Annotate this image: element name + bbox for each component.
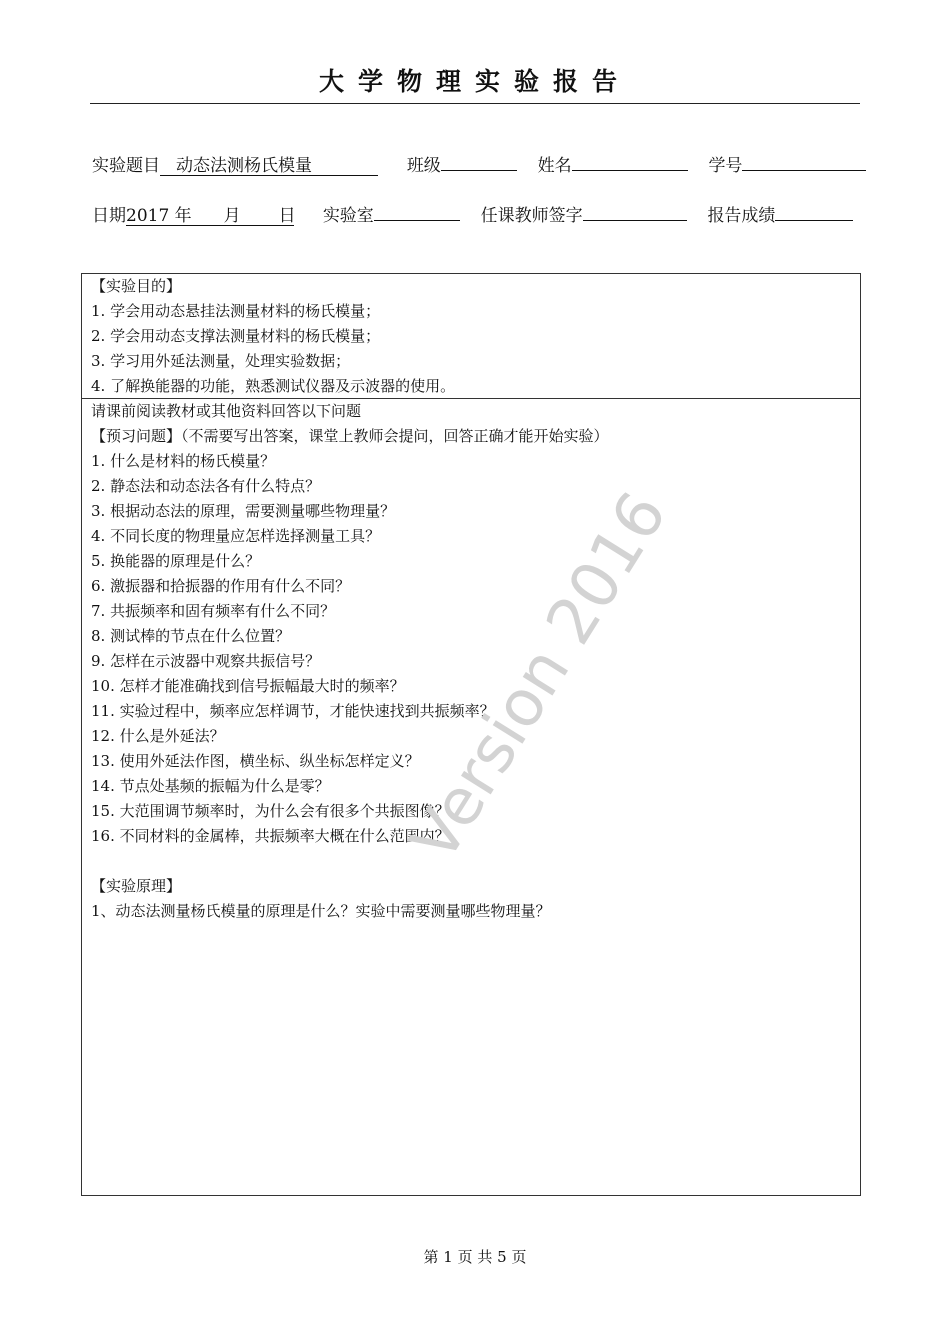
title-divider bbox=[90, 103, 860, 104]
preview-question: 16. 不同材料的金属棒，共振频率大概在什么范围内？ bbox=[91, 827, 450, 845]
objective-item: 3. 学习用外延法测量，处理实验数据； bbox=[91, 352, 351, 370]
preview-question: 5. 换能器的原理是什么？ bbox=[91, 552, 261, 570]
page-footer: 第 1 页 共 5 页 bbox=[423, 1248, 527, 1266]
preview-question: 6. 激振器和拾振器的作用有什么不同？ bbox=[91, 577, 351, 595]
date-month: 月 bbox=[223, 206, 241, 226]
class-label: 班级 bbox=[406, 156, 441, 176]
date-day: 日 bbox=[278, 206, 296, 226]
preview-question: 2. 静态法和动态法各有什么特点？ bbox=[91, 477, 321, 495]
lab-field[interactable] bbox=[374, 199, 460, 221]
preview-question: 9. 怎样在示波器中观察共振信号？ bbox=[91, 652, 321, 670]
objectives-section bbox=[82, 274, 860, 399]
header-info-row-2 bbox=[92, 199, 853, 228]
student-id-field[interactable] bbox=[742, 149, 866, 171]
preview-question: 14. 节点处基频的振幅为什么是零？ bbox=[91, 777, 330, 795]
name-field[interactable] bbox=[572, 149, 688, 171]
lab-label: 实验室 bbox=[322, 206, 374, 226]
preview-question: 3. 根据动态法的原理，需要测量哪些物理量？ bbox=[91, 502, 396, 520]
date-field[interactable] bbox=[126, 204, 294, 226]
objectives-heading: 【实验目的】 bbox=[91, 277, 182, 295]
preview-question: 4. 不同长度的物理量应怎样选择测量工具？ bbox=[91, 527, 381, 545]
date-year: 2017 年 bbox=[126, 206, 192, 226]
preview-question: 11. 实验过程中，频率应怎样调节，才能快速找到共振频率？ bbox=[91, 702, 495, 720]
preview-question: 7. 共振频率和固有频率有什么不同？ bbox=[91, 602, 336, 620]
name-label: 姓名 bbox=[537, 156, 572, 176]
preview-heading: 【预习问题】（不需要写出答案，课堂上教师会提问，回答正确才能开始实验） bbox=[91, 427, 609, 445]
preview-intro: 请课前阅读教材或其他资料回答以下问题 bbox=[91, 402, 362, 420]
topic-field[interactable] bbox=[160, 154, 378, 176]
preview-question: 8. 测试棒的节点在什么位置？ bbox=[91, 627, 291, 645]
version-watermark: Version 2016 bbox=[397, 479, 682, 875]
page-title: 大学物理实验报告 bbox=[318, 67, 631, 96]
grade-field[interactable] bbox=[775, 199, 853, 221]
principle-question: 1、动态法测量杨氏模量的原理是什么？实验中需要测量哪些物理量？ bbox=[91, 902, 551, 920]
student-id-label: 学号 bbox=[708, 156, 743, 176]
preview-question: 13. 使用外延法作图，横坐标、纵坐标怎样定义？ bbox=[91, 752, 420, 770]
objective-item: 4. 了解换能器的功能，熟悉测试仪器及示波器的使用。 bbox=[91, 377, 456, 395]
topic-label: 实验题目 bbox=[92, 156, 160, 176]
preview-question: 12. 什么是外延法？ bbox=[91, 727, 225, 745]
class-field[interactable] bbox=[441, 149, 517, 171]
principle-heading: 【实验原理】 bbox=[91, 877, 182, 895]
preview-question: 10. 怎样才能准确找到信号振幅最大时的频率？ bbox=[91, 677, 405, 695]
grade-label: 报告成绩 bbox=[707, 206, 776, 226]
date-label: 日期 bbox=[92, 206, 126, 226]
topic-value: 动态法测杨氏模量 bbox=[176, 156, 312, 176]
objective-item: 1. 学会用动态悬挂法测量材料的杨氏模量； bbox=[91, 302, 381, 320]
header-info-row-1 bbox=[92, 149, 866, 178]
preview-question: 15. 大范围调节频率时，为什么会有很多个共振图像？ bbox=[91, 802, 450, 820]
preview-question: 1. 什么是材料的杨氏模量？ bbox=[91, 452, 276, 470]
objective-item: 2. 学会用动态支撑法测量材料的杨氏模量； bbox=[91, 327, 381, 345]
teacher-signature-label: 任课教师签字 bbox=[480, 206, 583, 226]
teacher-signature-field[interactable] bbox=[583, 199, 687, 221]
